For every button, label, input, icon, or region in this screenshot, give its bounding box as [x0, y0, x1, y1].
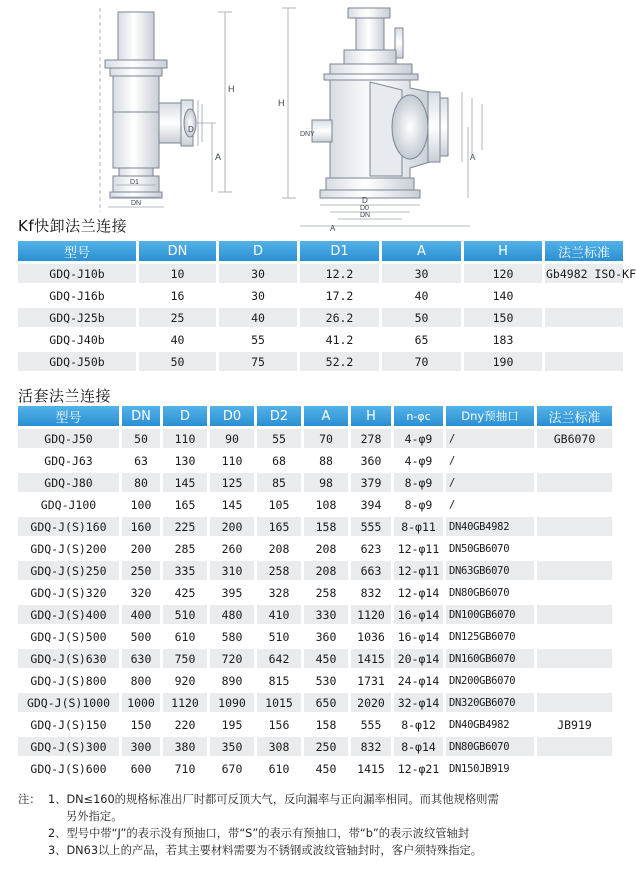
- kf-table-cell: [545, 308, 623, 327]
- huotao-table-cell: 8-φ9: [394, 473, 443, 492]
- huotao-table-cell: 480: [210, 605, 254, 624]
- huotao-table-cell: 670: [210, 759, 254, 778]
- huotao-header-cell: n-φc: [394, 406, 443, 426]
- kf-spec-table: [15, 238, 636, 374]
- label-a-left: A: [215, 152, 222, 162]
- kf-table-cell: 150: [464, 308, 542, 327]
- huotao-table-cell: 920: [163, 671, 207, 690]
- huotao-spec-table: [15, 403, 615, 781]
- huotao-section-title: 活套法兰连接: [18, 387, 112, 405]
- huotao-table-cell: 110: [163, 429, 207, 448]
- huotao-table-cell: GDQ-J(S)630: [18, 649, 119, 668]
- huotao-table-cell: 1015: [257, 693, 301, 712]
- huotao-table-cell: 395: [210, 583, 254, 602]
- huotao-table-cell: 20-φ14: [394, 649, 443, 668]
- huotao-table-cell: [537, 737, 612, 756]
- huotao-table-cell: 380: [163, 737, 207, 756]
- huotao-table-cell: 24-φ14: [394, 671, 443, 690]
- huotao-table-cell: 63: [122, 451, 160, 470]
- huotao-table-cell: GDQ-J80: [18, 473, 119, 492]
- huotao-table-cell: 800: [122, 671, 160, 690]
- label-d1-left: D1: [130, 179, 139, 186]
- huotao-table-cell: GDQ-J(S)500: [18, 627, 119, 646]
- note-1-continued: 另外指定。: [66, 810, 123, 823]
- huotao-table-row: [18, 737, 612, 756]
- label-d-left: D: [188, 125, 194, 134]
- huotao-table-cell: GDQ-J(S)300: [18, 737, 119, 756]
- huotao-table-cell: DN40GB4982: [446, 517, 534, 536]
- kf-table-cell: 190: [464, 352, 542, 371]
- kf-table-row: [18, 330, 623, 349]
- huotao-table-cell: [537, 693, 612, 712]
- huotao-table-cell: 510: [163, 605, 207, 624]
- huotao-table-cell: 832: [351, 737, 391, 756]
- huotao-table-cell: GDQ-J63: [18, 451, 119, 470]
- kf-table-cell: GDQ-J16b: [18, 286, 136, 305]
- huotao-table-row: [18, 429, 612, 448]
- huotao-table-cell: 165: [163, 495, 207, 514]
- kf-table-cell: GDQ-J10b: [18, 264, 136, 283]
- huotao-table-cell: 400: [122, 605, 160, 624]
- huotao-table-cell: 308: [257, 737, 301, 756]
- huotao-table-cell: 580: [210, 627, 254, 646]
- huotao-table-cell: 160: [122, 517, 160, 536]
- huotao-table-cell: 200: [210, 517, 254, 536]
- huotao-header-cell: D: [163, 406, 207, 426]
- huotao-table-cell: 610: [163, 627, 207, 646]
- huotao-table-cell: [537, 451, 612, 470]
- huotao-table-cell: [537, 583, 612, 602]
- kf-header-row: [18, 241, 623, 261]
- huotao-table-cell: 55: [257, 429, 301, 448]
- huotao-table-cell: 12-φ14: [394, 583, 443, 602]
- huotao-table-cell: 630: [122, 649, 160, 668]
- huotao-table-cell: 68: [257, 451, 301, 470]
- huotao-table-cell: 195: [210, 715, 254, 734]
- kf-header-cell: H: [464, 241, 542, 261]
- huotao-table-cell: GDQ-J(S)600: [18, 759, 119, 778]
- kf-header-cell: A: [382, 241, 461, 261]
- kf-table-cell: 30: [219, 286, 297, 305]
- huotao-table-cell: 1731: [351, 671, 391, 690]
- huotao-table-cell: DN50GB6070: [446, 539, 534, 558]
- huotao-table-cell: DN63GB6070: [446, 561, 534, 580]
- huotao-table-cell: DN150JB919: [446, 759, 534, 778]
- huotao-table-cell: JB919: [537, 715, 612, 734]
- huotao-table-cell: 100: [122, 495, 160, 514]
- huotao-table-cell: [537, 517, 612, 536]
- huotao-table-cell: 360: [351, 451, 391, 470]
- notes-prefix: 注：: [18, 793, 41, 806]
- huotao-table-cell: 208: [304, 561, 348, 580]
- huotao-table-cell: DN40GB4982: [446, 715, 534, 734]
- huotao-table-cell: 360: [304, 627, 348, 646]
- kf-table-cell: 40: [382, 286, 461, 305]
- huotao-table-cell: GDQ-J50: [18, 429, 119, 448]
- huotao-table-cell: 410: [257, 605, 301, 624]
- huotao-table-cell: 1415: [351, 759, 391, 778]
- huotao-table-cell: 125: [210, 473, 254, 492]
- kf-table-cell: 40: [219, 308, 297, 327]
- kf-table-cell: [545, 330, 623, 349]
- kf-header-cell: D1: [300, 241, 379, 261]
- huotao-table-cell: 208: [304, 539, 348, 558]
- huotao-table-cell: 1000: [122, 693, 160, 712]
- huotao-table-cell: 250: [122, 561, 160, 580]
- huotao-table-cell: 110: [210, 451, 254, 470]
- huotao-header-row: [18, 406, 612, 426]
- kf-table-cell: [545, 286, 623, 305]
- huotao-table-cell: 425: [163, 583, 207, 602]
- huotao-table-cell: [537, 605, 612, 624]
- huotao-table-cell: GDQ-J(S)800: [18, 671, 119, 690]
- huotao-table-cell: [537, 495, 612, 514]
- kf-table-cell: Gb4982 ISO-KF: [545, 264, 623, 283]
- huotao-table-cell: 650: [304, 693, 348, 712]
- huotao-table-cell: /: [446, 473, 534, 492]
- huotao-table-cell: 330: [304, 605, 348, 624]
- huotao-table-row: [18, 605, 612, 624]
- huotao-header-cell: D0: [210, 406, 254, 426]
- huotao-table-cell: 1036: [351, 627, 391, 646]
- huotao-table-cell: 890: [210, 671, 254, 690]
- huotao-table-cell: 379: [351, 473, 391, 492]
- huotao-header-cell: 型号: [18, 406, 119, 426]
- huotao-table-cell: 156: [257, 715, 301, 734]
- huotao-header-cell: DN: [122, 406, 160, 426]
- huotao-table-cell: 85: [257, 473, 301, 492]
- huotao-table-cell: 300: [122, 737, 160, 756]
- huotao-table-cell: 555: [351, 517, 391, 536]
- huotao-table-cell: DN320GB6070: [446, 693, 534, 712]
- kf-table-row: [18, 308, 623, 327]
- huotao-table-cell: DN160GB6070: [446, 649, 534, 668]
- kf-table-cell: 40: [139, 330, 216, 349]
- huotao-table-cell: 815: [257, 671, 301, 690]
- huotao-table-row: [18, 495, 612, 514]
- huotao-table-cell: 285: [163, 539, 207, 558]
- huotao-table-cell: 4-φ9: [394, 429, 443, 448]
- huotao-table-row: [18, 561, 612, 580]
- label-a-bottom: A: [330, 224, 336, 233]
- huotao-table-row: [18, 451, 612, 470]
- huotao-table-cell: 1120: [163, 693, 207, 712]
- huotao-table-cell: GDQ-J(S)1000: [18, 693, 119, 712]
- huotao-table-cell: 90: [210, 429, 254, 448]
- kf-table-cell: 26.2: [300, 308, 379, 327]
- huotao-table-cell: 158: [304, 517, 348, 536]
- huotao-table-cell: 278: [351, 429, 391, 448]
- huotao-table-cell: [537, 627, 612, 646]
- huotao-header-cell: D2: [257, 406, 301, 426]
- huotao-table-cell: 832: [351, 583, 391, 602]
- huotao-table-cell: 2020: [351, 693, 391, 712]
- label-dn-left: DN: [131, 200, 142, 207]
- huotao-table-cell: 1415: [351, 649, 391, 668]
- huotao-table-cell: 555: [351, 715, 391, 734]
- kf-table-cell: 17.2: [300, 286, 379, 305]
- huotao-table-cell: [537, 759, 612, 778]
- kf-valve-drawing: [105, 12, 196, 198]
- huotao-header-cell: A: [304, 406, 348, 426]
- huotao-header-cell: Dny预抽口: [446, 406, 534, 426]
- huotao-table-cell: 750: [163, 649, 207, 668]
- kf-header-cell: D: [219, 241, 297, 261]
- huotao-table-cell: DN80GB6070: [446, 583, 534, 602]
- huotao-valve-drawing: [312, 8, 448, 198]
- huotao-table-cell: /: [446, 451, 534, 470]
- huotao-table-cell: DN100GB6070: [446, 605, 534, 624]
- huotao-table-cell: 32-φ14: [394, 693, 443, 712]
- kf-table-cell: [545, 352, 623, 371]
- valve-drawings: [0, 0, 620, 232]
- huotao-table-cell: 510: [257, 627, 301, 646]
- kf-table-cell: 75: [219, 352, 297, 371]
- huotao-table-row: [18, 759, 612, 778]
- huotao-table-cell: 165: [257, 517, 301, 536]
- note-2: 2、型号中带“J”的表示没有预抽口，带“S”的表示有预抽口，带“b”的表示波纹管轴封: [48, 827, 470, 840]
- kf-header-cell: DN: [139, 241, 216, 261]
- huotao-table-row: [18, 517, 612, 536]
- huotao-table-cell: 335: [163, 561, 207, 580]
- huotao-header-cell: 法兰标准: [537, 406, 612, 426]
- huotao-table-cell: DN200GB6070: [446, 671, 534, 690]
- huotao-table-row: [18, 671, 612, 690]
- kf-table-cell: 120: [464, 264, 542, 283]
- huotao-table-cell: 158: [304, 715, 348, 734]
- huotao-table-cell: 258: [257, 561, 301, 580]
- kf-table-cell: GDQ-J50b: [18, 352, 136, 371]
- kf-table-cell: 65: [382, 330, 461, 349]
- huotao-table-cell: 450: [304, 759, 348, 778]
- label-a-right: A: [470, 153, 476, 162]
- huotao-table-cell: 16-φ14: [394, 627, 443, 646]
- huotao-table-cell: GDQ-J(S)320: [18, 583, 119, 602]
- huotao-table-cell: GDQ-J(S)400: [18, 605, 119, 624]
- huotao-table-cell: 710: [163, 759, 207, 778]
- huotao-table-cell: 350: [210, 737, 254, 756]
- kf-table-cell: 12.2: [300, 264, 379, 283]
- label-h-left: H: [228, 84, 235, 94]
- label-h-right: H: [278, 98, 285, 108]
- huotao-table-cell: 16-φ14: [394, 605, 443, 624]
- huotao-table-cell: 12-φ21: [394, 759, 443, 778]
- huotao-table-cell: GDQ-J100: [18, 495, 119, 514]
- huotao-table-row: [18, 649, 612, 668]
- note-1-text: 1、DN≤160的规格标准出厂时都可反顶大气，反向漏率与正向漏率相同。而其他规格则需: [48, 793, 499, 806]
- kf-table-cell: 55: [219, 330, 297, 349]
- huotao-table-cell: 320: [122, 583, 160, 602]
- label-dn-right: DN: [360, 212, 371, 219]
- huotao-table-cell: 250: [304, 737, 348, 756]
- huotao-table-cell: 8-φ11: [394, 517, 443, 536]
- huotao-table-cell: 610: [257, 759, 301, 778]
- kf-table-cell: 52.2: [300, 352, 379, 371]
- kf-table-cell: 16: [139, 286, 216, 305]
- huotao-table-row: [18, 715, 612, 734]
- huotao-table-cell: [537, 473, 612, 492]
- huotao-header-cell: H: [351, 406, 391, 426]
- huotao-table-cell: [537, 671, 612, 690]
- huotao-table-cell: 600: [122, 759, 160, 778]
- kf-table-cell: 25: [139, 308, 216, 327]
- label-dny: DNY: [300, 131, 315, 138]
- huotao-table-cell: 8-φ9: [394, 495, 443, 514]
- kf-table-cell: 50: [139, 352, 216, 371]
- kf-table-cell: 41.2: [300, 330, 379, 349]
- kf-header-cell: 法兰标准: [545, 241, 623, 261]
- huotao-table-cell: GDQ-J(S)200: [18, 539, 119, 558]
- huotao-table-cell: 394: [351, 495, 391, 514]
- huotao-table-cell: 500: [122, 627, 160, 646]
- kf-table-row: [18, 352, 623, 371]
- huotao-table-cell: 720: [210, 649, 254, 668]
- huotao-table-cell: 450: [304, 649, 348, 668]
- kf-header-cell: 型号: [18, 241, 136, 261]
- huotao-table-cell: 208: [257, 539, 301, 558]
- huotao-table-cell: 70: [304, 429, 348, 448]
- huotao-table-cell: 642: [257, 649, 301, 668]
- huotao-table-cell: 8-φ14: [394, 737, 443, 756]
- huotao-table-cell: [537, 539, 612, 558]
- huotao-table-cell: 220: [163, 715, 207, 734]
- note-3: 3、DN63以上的产品，若其主要材料需要为不锈钢或波纹管轴封时，客户须特殊指定。: [48, 844, 483, 857]
- note-1: [18, 791, 608, 808]
- kf-table-cell: GDQ-J40b: [18, 330, 136, 349]
- kf-table-row: [18, 264, 623, 283]
- huotao-table-cell: DN80GB6070: [446, 737, 534, 756]
- huotao-table-cell: 80: [122, 473, 160, 492]
- huotao-table-cell: 98: [304, 473, 348, 492]
- huotao-table-cell: GDQ-J(S)250: [18, 561, 119, 580]
- huotao-table-cell: 4-φ9: [394, 451, 443, 470]
- huotao-table-cell: 1090: [210, 693, 254, 712]
- huotao-table-cell: 150: [122, 715, 160, 734]
- kf-table-cell: 140: [464, 286, 542, 305]
- huotao-table-cell: 88: [304, 451, 348, 470]
- kf-table-cell: 70: [382, 352, 461, 371]
- huotao-table-cell: 108: [304, 495, 348, 514]
- huotao-table-cell: DN125GB6070: [446, 627, 534, 646]
- huotao-table-cell: 260: [210, 539, 254, 558]
- kf-table-cell: GDQ-J25b: [18, 308, 136, 327]
- huotao-table-cell: GDQ-J(S)150: [18, 715, 119, 734]
- kf-table-cell: 50: [382, 308, 461, 327]
- huotao-table-cell: 145: [210, 495, 254, 514]
- kf-table-cell: 10: [139, 264, 216, 283]
- huotao-table-cell: [537, 561, 612, 580]
- huotao-table-cell: GB6070: [537, 429, 612, 448]
- label-d-right: D: [362, 196, 368, 205]
- huotao-table-cell: 530: [304, 671, 348, 690]
- huotao-table-cell: GDQ-J(S)160: [18, 517, 119, 536]
- huotao-table-cell: 12-φ11: [394, 539, 443, 558]
- valve-drawings-svg: [0, 0, 620, 232]
- kf-table-cell: 30: [382, 264, 461, 283]
- huotao-table-cell: 225: [163, 517, 207, 536]
- huotao-table-row: [18, 473, 612, 492]
- huotao-table-cell: 50: [122, 429, 160, 448]
- huotao-table-cell: 258: [304, 583, 348, 602]
- kf-table-cell: 30: [219, 264, 297, 283]
- huotao-table-row: [18, 627, 612, 646]
- huotao-table-cell: 8-φ12: [394, 715, 443, 734]
- kf-section-title: Kf快卸法兰连接: [18, 217, 128, 235]
- huotao-table-cell: 145: [163, 473, 207, 492]
- huotao-table-cell: 200: [122, 539, 160, 558]
- huotao-table-cell: 328: [257, 583, 301, 602]
- kf-table-cell: 183: [464, 330, 542, 349]
- huotao-table-cell: 12-φ11: [394, 561, 443, 580]
- huotao-table-cell: 1120: [351, 605, 391, 624]
- kf-table-row: [18, 286, 623, 305]
- huotao-table-cell: /: [446, 495, 534, 514]
- huotao-table-row: [18, 583, 612, 602]
- notes-block: [18, 791, 608, 859]
- huotao-table-cell: 310: [210, 561, 254, 580]
- huotao-table-row: [18, 693, 612, 712]
- huotao-table-cell: /: [446, 429, 534, 448]
- huotao-table-row: [18, 539, 612, 558]
- label-d0-right: D0: [360, 205, 369, 212]
- huotao-table-cell: 623: [351, 539, 391, 558]
- huotao-table-cell: 105: [257, 495, 301, 514]
- huotao-table-cell: [537, 649, 612, 668]
- huotao-table-cell: 130: [163, 451, 207, 470]
- huotao-table-cell: 663: [351, 561, 391, 580]
